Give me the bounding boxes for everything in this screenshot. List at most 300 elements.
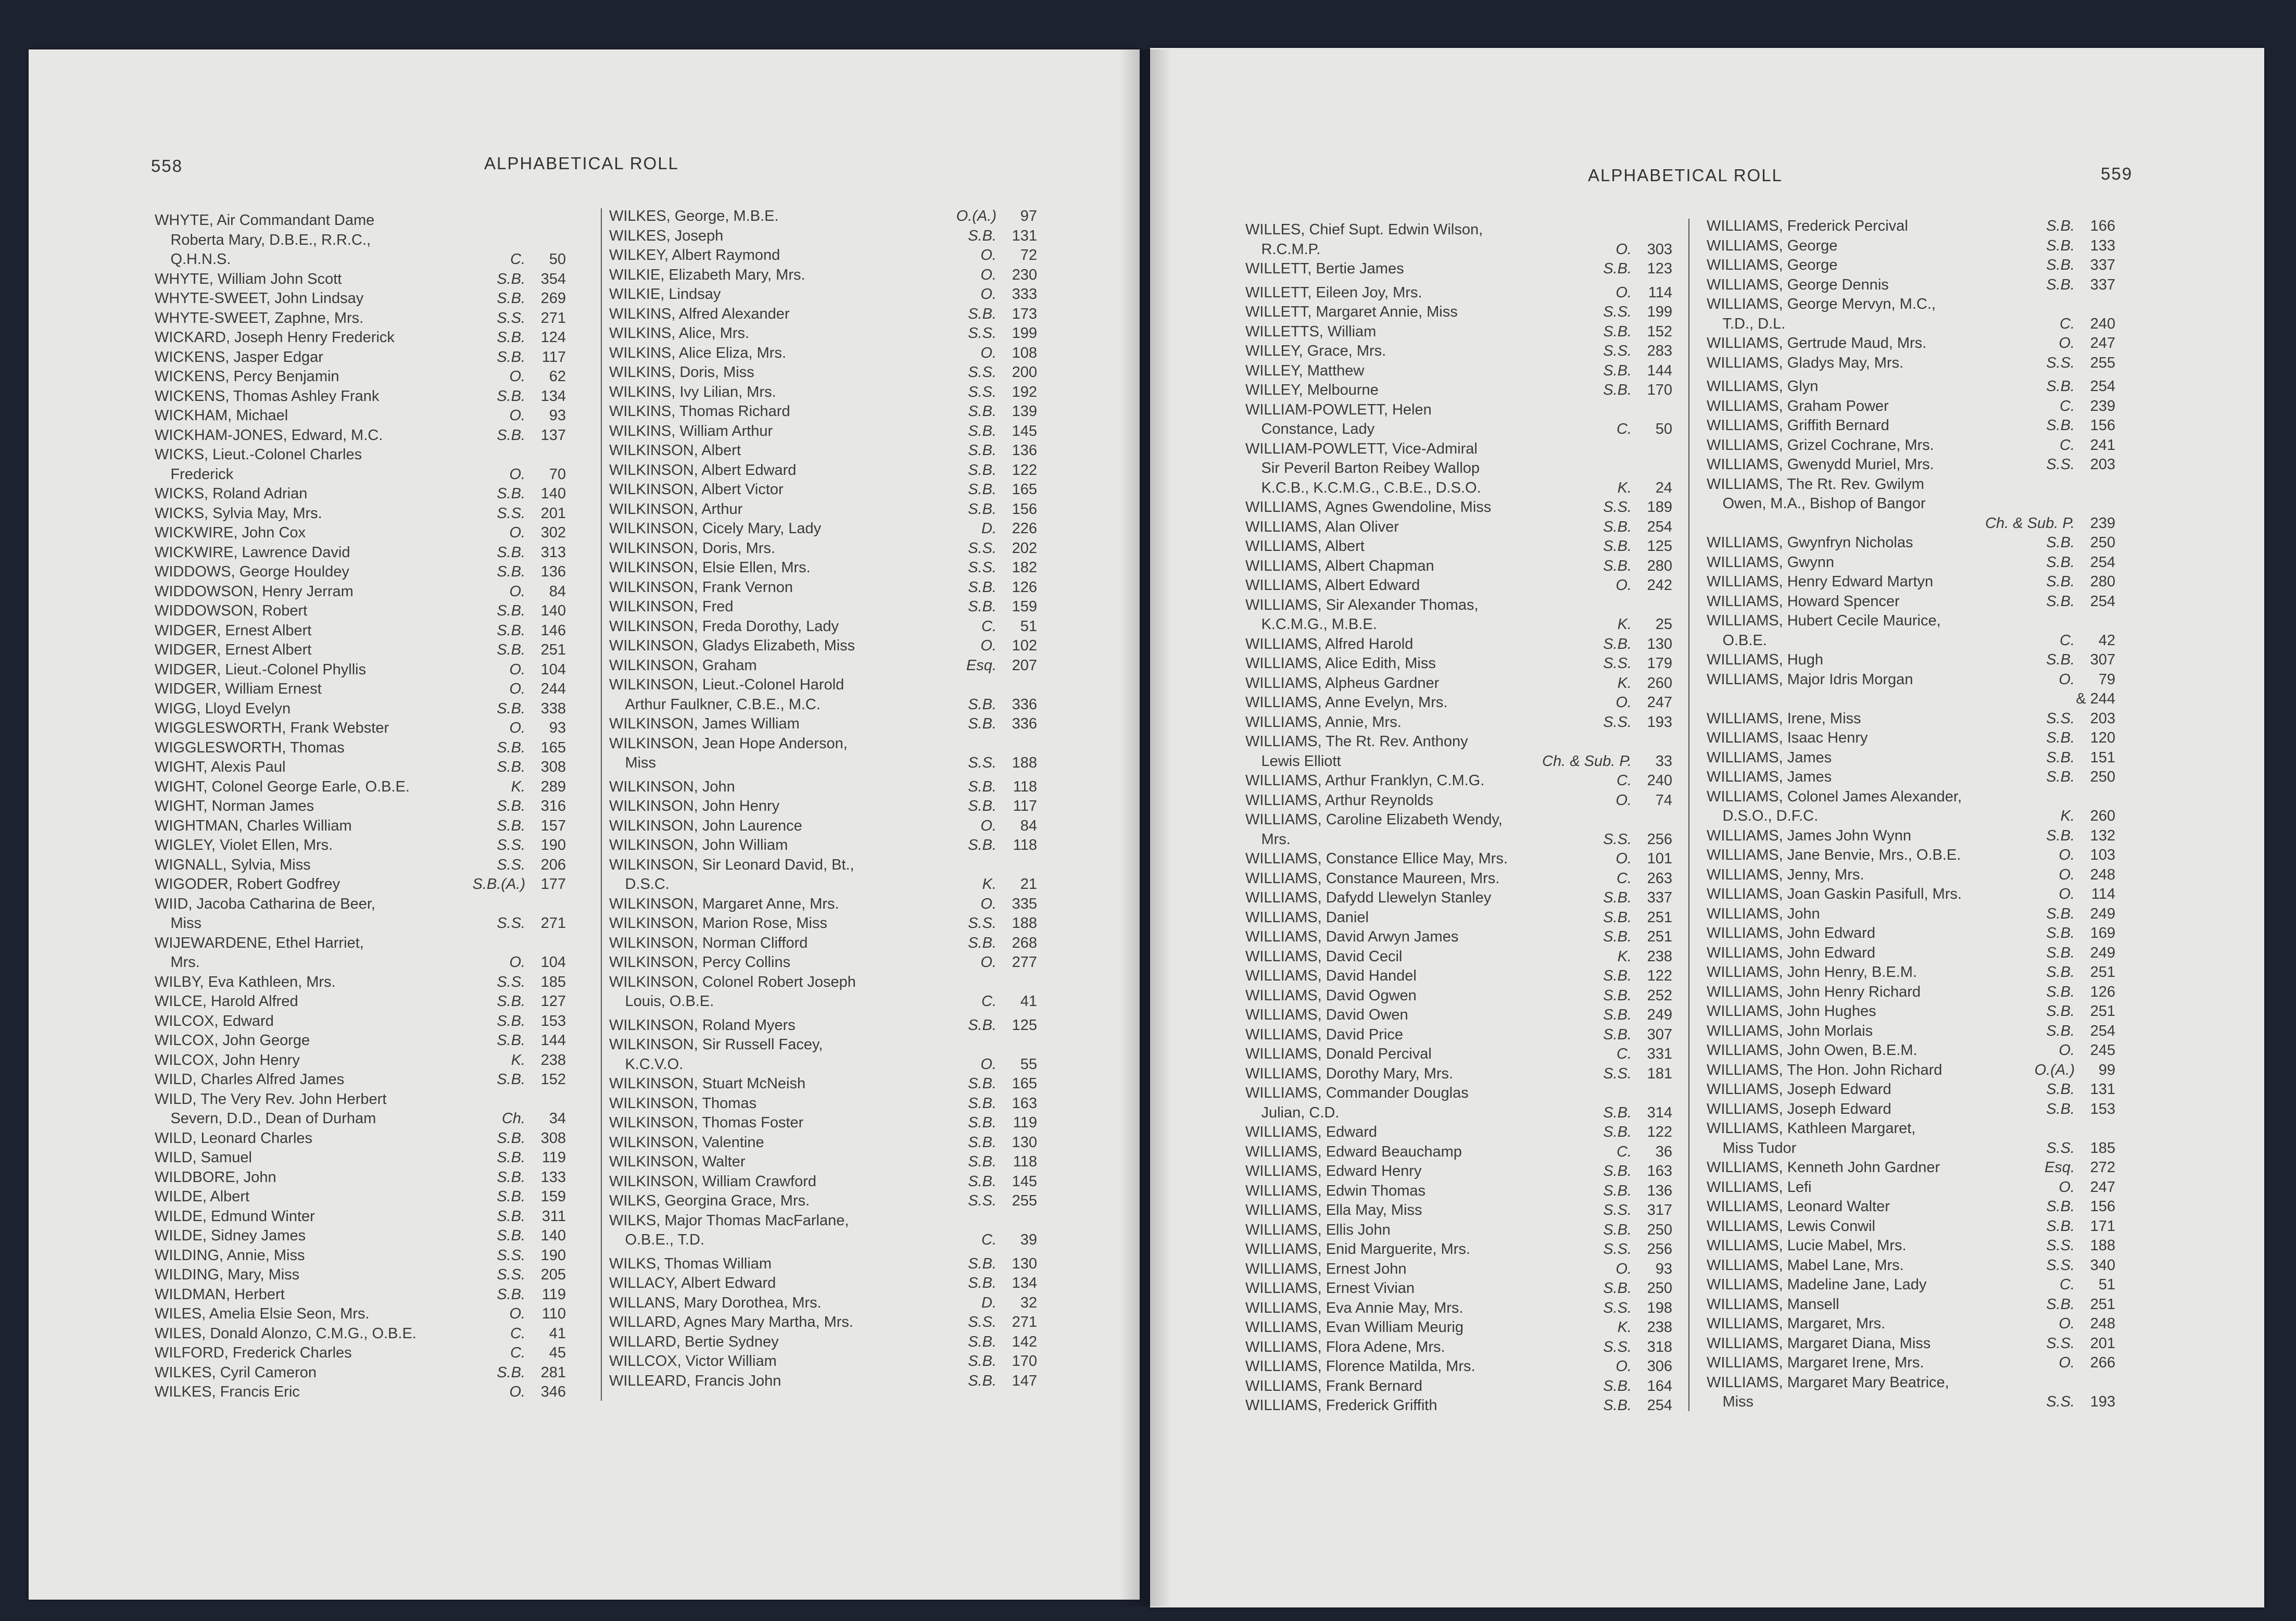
index-entry [609, 914, 1037, 934]
index-entry [155, 875, 566, 895]
entry-grade: S.B. [968, 1134, 996, 1151]
entry-grade: S.B. [497, 798, 525, 814]
entry-grade: S.B. [1603, 1377, 1632, 1394]
entry-spacer [609, 773, 1037, 777]
entry-page: 230 [1012, 266, 1037, 283]
entry-name: WILKINSON, Graham [609, 657, 757, 674]
entry-grade: Esq. [2044, 1159, 2075, 1176]
entry-grade: O. [2059, 1354, 2075, 1371]
entry-name: WILLIAMS, John Edward [1707, 944, 1875, 961]
entry-page: 226 [1012, 520, 1037, 537]
entry-name: WILLETTS, William [1245, 323, 1377, 340]
entry-grade: S.S. [2046, 710, 2075, 727]
entry-page: 125 [1012, 1016, 1037, 1034]
entry-page: 93 [549, 407, 566, 424]
index-entry [155, 1324, 566, 1344]
entry-name: WILCOX, John Henry [155, 1051, 300, 1069]
index-entry [609, 1074, 1037, 1094]
entry-grade: S.B. [497, 1208, 525, 1225]
entry-page: 93 [1655, 1260, 1672, 1277]
entry-grade: C. [2060, 1276, 2075, 1293]
entry-page: 51 [2098, 1276, 2115, 1293]
entry-page: 338 [540, 700, 566, 717]
entry-page: 272 [2090, 1159, 2115, 1176]
entry-name: WILKINSON, William Crawford [609, 1173, 816, 1190]
entry-name: WHYTE, Air Commandant Dame Roberta Mary, D.B.E., R.R.C., Q.H.N.S. [155, 212, 375, 268]
entry-name: WICKHAM, Michael [155, 407, 288, 424]
index-entry [609, 539, 1037, 559]
entry-name: WILLIAMS, Jenny, Mrs. [1707, 866, 1864, 883]
entry-name: WILKINSON, John William [609, 837, 788, 853]
entry-name: WILLIAMS, Sir Alexander Thomas, K.C.M.G., M.B.E. [1245, 596, 1479, 633]
right-column-2 [1707, 217, 2115, 1412]
entry-name: WILLIAMS, Frederick Griffith [1245, 1397, 1437, 1414]
entry-page: 146 [540, 622, 566, 639]
entry-name: WILLIAMS, Madeline Jane, Lady [1707, 1276, 1927, 1293]
index-entry [1707, 1314, 2115, 1334]
index-entry [155, 738, 566, 758]
entry-grade: S.B. [2046, 944, 2075, 961]
right-page-number: 559 [2101, 164, 2133, 183]
entry-page: 251 [2090, 1003, 2115, 1020]
index-entry [609, 777, 1037, 797]
entry-spacer [1707, 373, 2115, 377]
index-entry [1245, 1299, 1672, 1318]
entry-grade: S.S. [968, 1314, 996, 1330]
entry-grade: S.B. [1603, 1007, 1632, 1023]
entry-name: WILKINSON, Roland Myers [609, 1016, 796, 1034]
entry-name: WILKINSON, John Laurence [609, 817, 802, 834]
entry-name: WILLIAMS, Joseph Edward [1707, 1081, 1891, 1098]
index-entry [609, 1133, 1037, 1153]
index-entry [155, 1343, 566, 1363]
entry-grade: S.B. [497, 426, 525, 444]
entry-page: 266 [2090, 1354, 2115, 1371]
entry-page: 45 [549, 1344, 566, 1361]
index-entry [1245, 947, 1672, 967]
entry-grade: O. [980, 344, 996, 361]
entry-page: 203 [2090, 710, 2115, 727]
index-entry [155, 445, 566, 484]
entry-name: WILCE, Harold Alfred [155, 993, 298, 1010]
entry-grade: S.B. [2046, 1003, 2075, 1020]
index-entry [1245, 303, 1672, 322]
entry-page: 42 [2098, 632, 2115, 649]
entry-name: WILKEY, Albert Raymond [609, 247, 780, 263]
entry-name: WILLIAMS, Graham Power [1707, 397, 1889, 414]
index-entry [1707, 256, 2115, 275]
entry-page: 41 [1020, 993, 1037, 1010]
entry-page: 335 [1012, 895, 1037, 912]
index-entry [1707, 728, 2115, 748]
entry-name: WILKINSON, John Henry [609, 798, 780, 814]
index-entry [155, 797, 566, 816]
entry-name: WICKARD, Joseph Henry Frederick [155, 329, 395, 346]
entry-grade: S.B. [497, 759, 525, 775]
entry-grade: O. [980, 286, 996, 303]
index-entry [609, 1293, 1037, 1313]
index-entry [155, 992, 566, 1012]
entry-grade: O. [509, 661, 525, 678]
left-column-2 [609, 207, 1037, 1391]
entry-name: WILLIAMS, Agnes Gwendoline, Miss [1245, 499, 1492, 516]
entry-name: WILLEY, Matthew [1245, 362, 1365, 379]
entry-page: 255 [2090, 354, 2115, 371]
index-entry [1707, 944, 2115, 963]
entry-page: 117 [1013, 798, 1037, 814]
index-entry [1245, 1260, 1672, 1279]
entry-page: 240 [1647, 772, 1672, 789]
entry-grade: O. [980, 1055, 996, 1073]
entry-grade: C. [1617, 1143, 1632, 1160]
index-entry [1245, 1279, 1672, 1299]
entry-name: WILKINS, Doris, Miss [609, 364, 754, 381]
index-entry [1245, 1338, 1672, 1358]
entry-page: 136 [1012, 442, 1037, 459]
entry-name: WILLIAMS, Alice Edith, Miss [1245, 655, 1436, 672]
entry-page: 25 [1655, 616, 1672, 633]
entry-name: WILLIAMS, Frederick Percival [1707, 218, 1908, 234]
entry-grade: S.B. [968, 778, 996, 795]
entry-grade: S.S. [968, 915, 996, 932]
entry-page: 36 [1655, 1143, 1672, 1160]
entry-name: WILKINSON, Thomas [609, 1095, 757, 1112]
index-entry [609, 934, 1037, 953]
entry-name: WILLANS, Mary Dorothea, Mrs. [609, 1294, 822, 1311]
entry-name: WILLIAMS, Edward [1245, 1124, 1378, 1140]
entry-grade: K. [1617, 616, 1632, 633]
index-entry [1707, 865, 2115, 885]
index-entry [1245, 1201, 1672, 1221]
index-entry [1707, 1158, 2115, 1178]
entry-name: WILLIAMS, George Mervyn, M.C., T.D., D.L. [1707, 296, 1936, 332]
entry-name: WILLIAMS, Edward Henry [1245, 1163, 1422, 1179]
entry-grade: S.B. [2046, 905, 2075, 922]
entry-grade: S.B. [497, 387, 525, 405]
entry-name: WIGLEY, Violet Ellen, Mrs. [155, 837, 333, 853]
entry-page: 193 [1647, 713, 1672, 731]
entry-name: WILLES, Chief Supt. Edwin Wilson, R.C.M.P. [1245, 221, 1483, 258]
index-entry [155, 309, 566, 329]
index-entry [155, 1148, 566, 1168]
entry-grade: S.B. [968, 442, 996, 459]
index-entry [1245, 635, 1672, 655]
entry-grade: S.B. [2046, 218, 2075, 234]
entry-page: 157 [540, 817, 566, 834]
index-entry [1707, 748, 2115, 768]
index-entry [155, 856, 566, 875]
entry-name: WILLIAMS, Isaac Henry [1707, 730, 1868, 746]
entry-page: 177 [540, 876, 566, 893]
index-entry [1707, 1353, 2115, 1373]
entry-page: 125 [1647, 538, 1672, 555]
index-entry [609, 1113, 1037, 1133]
entry-grade: S.B. [1603, 538, 1632, 555]
entry-page: 260 [1647, 674, 1672, 692]
entry-name: WILKINSON, Albert [609, 442, 741, 459]
entry-name: WILLETT, Bertie James [1245, 260, 1404, 277]
entry-page: 130 [1012, 1255, 1037, 1272]
entry-grade: S.B. [968, 837, 996, 853]
entry-page: 188 [1012, 915, 1037, 932]
entry-grade: D. [981, 520, 996, 537]
index-entry [609, 227, 1037, 246]
index-entry [155, 1168, 566, 1188]
entry-grade: S.B. [1603, 1280, 1632, 1297]
entry-name: WICKENS, Percy Benjamin [155, 368, 339, 385]
index-entry [1707, 354, 2115, 373]
entry-grade: S.B. [968, 1153, 996, 1170]
entry-name: WILKINS, Alfred Alexander [609, 305, 790, 322]
entry-grade: Esq. [966, 657, 996, 674]
index-entry [1245, 283, 1672, 303]
index-entry [1707, 1022, 2115, 1041]
entry-grade: K. [511, 778, 525, 795]
entry-page: 189 [1647, 499, 1672, 516]
index-entry [155, 719, 566, 738]
entry-name: WILLIAMS, David Owen [1245, 1007, 1408, 1023]
entry-page: 244 [540, 681, 566, 697]
entry-grade: S.B. [497, 1071, 525, 1088]
entry-page: 21 [1020, 876, 1037, 893]
entry-grade: S.S. [1603, 655, 1632, 672]
entry-grade: C. [1617, 772, 1632, 789]
entry-grade: O. [980, 266, 996, 283]
entry-grade: S.B. [2046, 554, 2075, 571]
entry-grade: S.S. [2046, 1139, 2075, 1157]
entry-page: 163 [1647, 1163, 1672, 1179]
entry-page: 133 [2090, 237, 2115, 254]
entry-grade: S.S. [1603, 1065, 1632, 1082]
entry-page: 163 [1012, 1095, 1037, 1112]
index-entry [609, 1372, 1037, 1391]
entry-grade: O. [1616, 1358, 1632, 1375]
entry-name: WILFORD, Frederick Charles [155, 1344, 352, 1361]
index-entry [609, 1254, 1037, 1274]
entry-grade: O. [1616, 850, 1632, 867]
entry-name: WILLIAMS, Arthur Reynolds [1245, 791, 1434, 809]
entry-grade: S.B. [2046, 276, 2075, 293]
entry-grade: S.B. [968, 579, 996, 596]
entry-page: 117 [541, 348, 566, 366]
index-entry [1245, 537, 1672, 557]
entry-name: WILLIAMS, Glyn [1707, 378, 1819, 395]
entry-page: 152 [1647, 323, 1672, 340]
entry-grade: S.S. [968, 539, 996, 557]
entry-page: 201 [540, 505, 566, 522]
entry-page: 51 [1020, 618, 1037, 635]
index-entry [1245, 596, 1672, 635]
entry-page: 333 [1012, 286, 1037, 303]
entry-page: 108 [1012, 344, 1037, 361]
entry-grade: S.B. [968, 1075, 996, 1092]
entry-grade: O. [1616, 284, 1632, 301]
entry-page: 137 [540, 426, 566, 444]
entry-name: WILLIAMS, John [1707, 905, 1820, 922]
entry-name: WILLIAMS, Ernest Vivian [1245, 1280, 1415, 1297]
entry-name: WILDE, Edmund Winter [155, 1208, 315, 1225]
entry-name: WILLIAMS, Lucie Mabel, Mrs. [1707, 1237, 1907, 1254]
entry-name: WILKINSON, Stuart McNeish [609, 1075, 806, 1092]
index-entry [155, 1129, 566, 1149]
index-entry [1707, 1334, 2115, 1354]
entry-page: 199 [1647, 304, 1672, 320]
index-entry [1245, 791, 1672, 811]
entry-page: 251 [540, 642, 566, 658]
index-entry [609, 324, 1037, 344]
entry-page: 337 [1647, 889, 1672, 906]
entry-grade: S.B. [1603, 1026, 1632, 1043]
entry-page: 256 [1647, 831, 1672, 848]
index-entry [155, 680, 566, 699]
index-entry [1707, 924, 2115, 944]
entry-name: WILKES, George, M.B.E. [609, 208, 779, 224]
entry-page: 147 [1012, 1372, 1037, 1389]
entry-page: 74 [1655, 791, 1672, 809]
index-entry [1245, 713, 1672, 733]
entry-name: WILD, Samuel [155, 1149, 252, 1166]
index-entry [155, 836, 566, 856]
entry-name: WILLIAMS, Ellis John [1245, 1221, 1391, 1238]
left-running-head: ALPHABETICAL ROLL [484, 154, 679, 173]
index-entry [609, 1211, 1037, 1250]
entry-grade: O. [2059, 1315, 2075, 1332]
entry-name: WILLIAMS, Lefi [1707, 1178, 1812, 1196]
entry-page: 346 [540, 1384, 566, 1400]
entry-name: WILLIAMS, The Rt. Rev. Gwilym Owen, M.A., Bishop of Bangor [1707, 475, 1926, 512]
entry-page: 188 [2090, 1237, 2115, 1254]
entry-page: 199 [1012, 325, 1037, 342]
entry-page: 337 [2090, 276, 2115, 293]
entry-name: WIID, Jacoba Catharina de Beer, Miss [155, 895, 375, 932]
entry-grade: S.B. [968, 1095, 996, 1112]
entry-name: WILLIAMS, David Arwyn James [1245, 928, 1459, 945]
index-entry [155, 1265, 566, 1285]
entry-page: 206 [540, 856, 566, 873]
entry-grade: S.B. [968, 715, 996, 732]
index-entry [155, 621, 566, 641]
index-entry [1707, 572, 2115, 592]
entry-name: WILLIAMS, Kenneth John Gardner [1707, 1159, 1940, 1176]
index-entry [155, 562, 566, 582]
entry-grade: O. [980, 954, 996, 971]
index-entry [155, 699, 566, 719]
entry-name: WILKINSON, Sir Russell Facey, K.C.V.O. [609, 1036, 823, 1073]
entry-name: WIDDOWSON, Henry Jerram [155, 583, 354, 600]
entry-grade: C. [981, 618, 996, 635]
entry-name: WILLEY, Melbourne [1245, 382, 1379, 398]
index-entry [1245, 810, 1672, 849]
entry-name: WILLACY, Albert Edward [609, 1275, 776, 1291]
entry-page: 153 [2090, 1100, 2115, 1117]
entry-grade: O. [980, 895, 996, 912]
index-entry [1707, 963, 2115, 983]
entry-name: WILLIAMS, Colonel James Alexander, D.S.O., D.F.C. [1707, 788, 1962, 824]
entry-grade: S.B. [497, 1168, 525, 1186]
entry-page: 170 [1647, 382, 1672, 398]
entry-grade: O. [509, 466, 525, 483]
entry-page: 239 [2090, 514, 2115, 532]
entry-grade: S.B. [497, 642, 525, 658]
index-entry [609, 1094, 1037, 1114]
entry-grade: S.B. [968, 422, 996, 439]
entry-name: WILLIAMS, Gwenydd Muriel, Mrs. [1707, 456, 1934, 473]
entry-grade: O. [1616, 791, 1632, 809]
entry-page: 119 [1013, 1114, 1037, 1131]
entry-page: 156 [1012, 500, 1037, 518]
entry-grade: S.S. [497, 837, 525, 853]
entry-grade: D. [981, 1294, 996, 1311]
index-entry [155, 328, 566, 348]
entry-name: WILLIAMS, Joseph Edward [1707, 1100, 1891, 1117]
entry-grade: S.S. [497, 915, 525, 932]
entry-page: 145 [1012, 422, 1037, 439]
entry-page: 122 [1012, 461, 1037, 479]
right-running-head: ALPHABETICAL ROLL [1588, 166, 1783, 185]
entry-page: 142 [1012, 1333, 1037, 1350]
entry-grade: S.B. [1603, 967, 1632, 984]
index-entry [155, 1031, 566, 1051]
entry-name: WILLIAMS, Eva Annie May, Mrs. [1245, 1299, 1464, 1316]
index-entry [155, 211, 566, 270]
entry-page: 185 [540, 973, 566, 990]
entry-grade: C. [1617, 1046, 1632, 1062]
entry-page: 317 [1647, 1202, 1672, 1218]
entry-page: 198 [1647, 1299, 1672, 1316]
entry-name: WILLARD, Bertie Sydney [609, 1333, 779, 1350]
entry-name: WILLIAMS, Margaret Irene, Mrs. [1707, 1354, 1924, 1371]
index-entry [609, 597, 1037, 617]
entry-name: WILKINSON, Margaret Anne, Mrs. [609, 895, 839, 912]
entry-name: WILLIAM-POWLETT, Helen Constance, Lady [1245, 401, 1432, 437]
entry-name: WHYTE-SWEET, Zaphne, Mrs. [155, 309, 364, 326]
entry-page: 122 [1647, 1124, 1672, 1140]
entry-name: WILLIAMS, Caroline Elizabeth Wendy, Mrs. [1245, 811, 1503, 848]
entry-name: WILLIAMS, Ernest John [1245, 1260, 1407, 1277]
index-entry [155, 289, 566, 309]
entry-page: 238 [1647, 1319, 1672, 1336]
index-entry [1245, 361, 1672, 381]
entry-grade: C. [2060, 436, 2075, 454]
index-entry [155, 1070, 566, 1090]
index-entry [609, 953, 1037, 973]
entry-page: 354 [540, 270, 566, 287]
entry-grade: S.B. [968, 1016, 996, 1034]
entry-page: 336 [1012, 696, 1037, 713]
entry-page: 104 [540, 661, 566, 678]
entry-name: WILLIAMS, Gladys May, Mrs. [1707, 354, 1904, 371]
entry-name: WIJEWARDENE, Ethel Harriet, Mrs. [155, 934, 364, 971]
entry-name: WILLIAMS, Alfred Harold [1245, 635, 1414, 652]
entry-grade: S.S. [1603, 304, 1632, 320]
entry-name: WILLIAMS, Henry Edward Martyn [1707, 573, 1934, 590]
entry-page: 131 [2090, 1081, 2115, 1098]
entry-name: WILLIAMS, John Hughes [1707, 1003, 1876, 1020]
entry-page: 201 [2090, 1335, 2115, 1352]
entry-page: 255 [1012, 1192, 1037, 1209]
entry-name: WILKINSON, Elsie Ellen, Mrs. [609, 559, 811, 576]
entry-name: WILLETT, Eileen Joy, Mrs. [1245, 284, 1422, 301]
entry-grade: K. [982, 876, 996, 893]
index-entry [1245, 927, 1672, 947]
entry-grade: S.B. [968, 403, 996, 420]
entry-name: WILLIAMS, Daniel [1245, 909, 1369, 926]
entry-grade: S.B. [1603, 909, 1632, 926]
entry-grade: S.S. [968, 755, 996, 771]
entry-page: 254 [2090, 593, 2115, 610]
entry-grade: S.B.(A.) [472, 876, 525, 893]
index-entry [1245, 1182, 1672, 1201]
